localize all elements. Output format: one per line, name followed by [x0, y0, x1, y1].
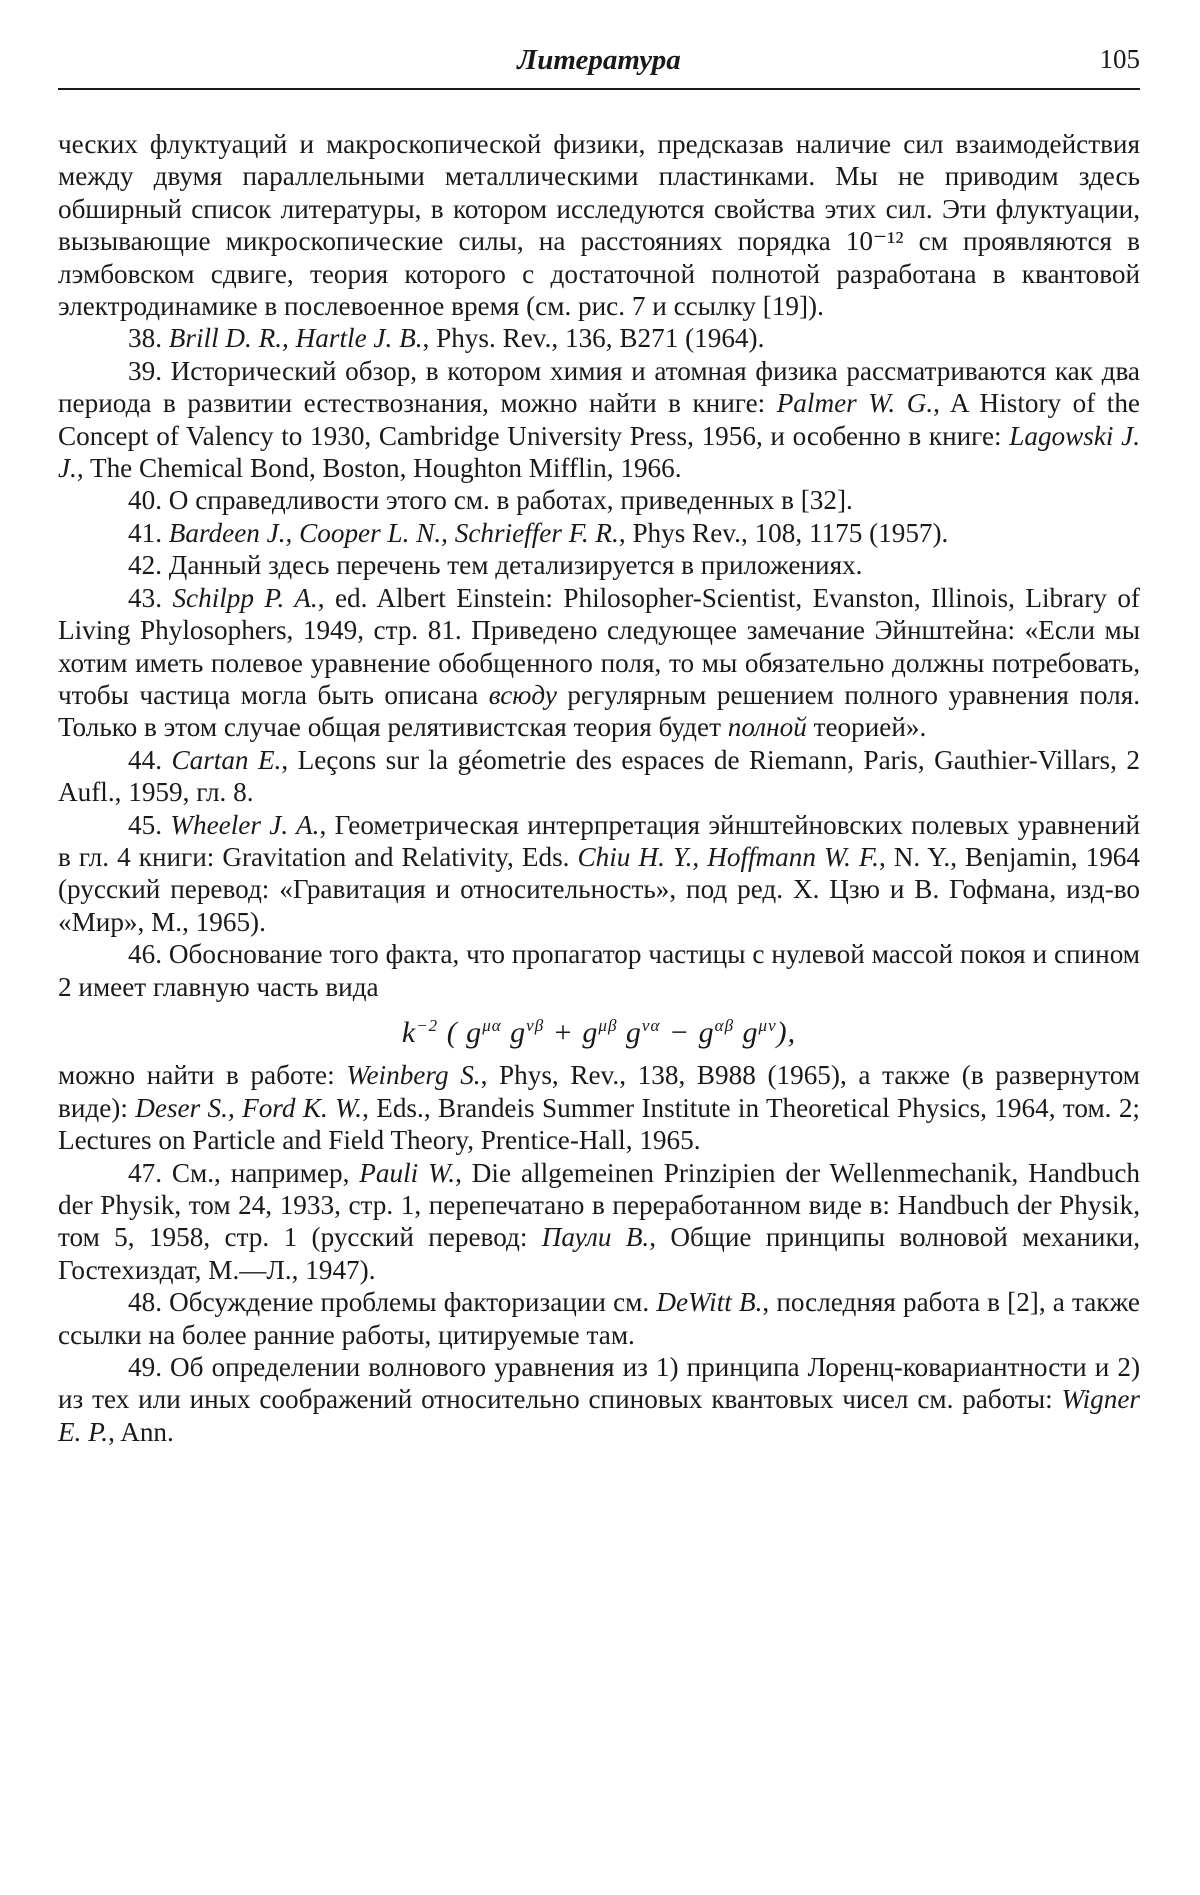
running-title: Литература	[517, 44, 681, 76]
emphasis: всюду	[488, 679, 557, 710]
reference-authors: Weinberg S.	[346, 1060, 481, 1091]
reference-number: 44.	[128, 744, 162, 775]
reference-40	[58, 484, 1140, 516]
reference-text: , Ann.	[108, 1416, 174, 1447]
reference-text: , Die allgemeinen Prinzipien der Wellenmechanik, Handbuch der Physik, том 24, 1933, стр. 1, перепечатано в переработанном виде в: Handbuch der Physik, том 5, 1958, стр. 1 (русский перевод:	[58, 1157, 1141, 1253]
references-text	[58, 128, 1140, 1448]
reference-text: , ed. Albert Einstein: Philosopher-Scientist, Evanston, Illinois, Library of Living Phylosophers, 1949, стр. 81. Приведено следующее замечание Эйнштейна: «Если мы хотим иметь полевое уравнение обобщенного поля, то мы обязательно должны потребовать, чтобы частица могла быть описана	[58, 582, 1140, 710]
reference-text: , Общие принципы волновой механики, Гостехиздат, М.—Л., 1947).	[58, 1222, 1141, 1285]
reference-44	[58, 744, 1140, 809]
reference-text: , A History of the Concept of Valency to 1930, Cambridge University Press, 1956, и особенно в книге:	[58, 388, 1140, 451]
reference-text: Обсуждение проблемы факторизации см.	[169, 1287, 657, 1318]
reference-text: , Геометрическая интерпретация эйнштейновских полевых уравнений в гл. 4 книги: Gravitation and Relativity, Eds.	[58, 809, 1140, 872]
emphasis: полной	[727, 712, 807, 743]
reference-number: 46.	[128, 939, 162, 970]
reference-number: 42.	[128, 550, 162, 581]
book-page	[58, 40, 1140, 1448]
reference-authors: Bardeen J., Cooper L. N., Schrieffer F. R.	[168, 517, 619, 548]
reference-number: 48.	[128, 1287, 162, 1318]
reference-authors: Lagowski J. J.	[58, 420, 1140, 484]
reference-number: 40.	[128, 485, 162, 516]
reference-45	[58, 809, 1140, 939]
reference-text: Об определении волнового уравнения из 1) принципа Лоренц-ковариантности и 2) из тех или иных соображений относительно спиновых квантовых чисел см. работы:	[58, 1352, 1141, 1415]
reference-text: Обоснование того факта, что пропагатор частицы с нулевой массой покоя и спином 2 имеет главную часть вида	[58, 939, 1140, 1002]
reference-48	[58, 1286, 1140, 1351]
reference-number: 43.	[128, 582, 162, 613]
reference-text: , Phys, Rev., 138, B988 (1965), а также (в развернутом виде):	[58, 1060, 1140, 1123]
reference-text: можно найти в работе:	[58, 1060, 347, 1091]
reference-46	[58, 938, 1140, 1003]
reference-49	[58, 1351, 1140, 1448]
reference-text: регулярным решением полного уравнения поля. Только в этом случае общая релятивистская теория будет	[58, 679, 1140, 743]
reference-text: См., например,	[171, 1157, 360, 1188]
propagator-formula: $k^{-2}$ ( $g^{\mu\alpha}$ $g^{\nu\beta} + g^{\mu\beta}$ $g^{\nu\alpha} - g^{\alpha\beta}$ $g^{\mu\nu}$),	[401, 1015, 797, 1049]
reference-text: , N. Y., Benjamin, 1964 (русский перевод: «Гравитация и относительность», под ред. Х. Цзю и В. Гофмана, изд-во «Мир», М., 1965).	[58, 841, 1140, 937]
reference-authors: Wigner E. P.	[58, 1384, 1140, 1447]
reference-number: 49.	[128, 1352, 162, 1383]
reference-text: Данный здесь перечень тем детализируется в приложениях.	[168, 550, 863, 581]
reference-42	[58, 549, 1140, 581]
reference-41	[58, 517, 1140, 549]
reference-source: , Phys Rev., 108, 1175 (1957).	[618, 517, 949, 548]
reference-authors: Cartan E.	[171, 744, 282, 775]
reference-authors: Palmer W. G.	[776, 388, 934, 419]
reference-source: , Leçons sur la géometrie des espaces de Riemann, Paris, Gauthier-Villars, 2 Aufl., 1959, гл. 8.	[58, 744, 1141, 808]
reference-47	[58, 1157, 1140, 1287]
reference-text: , Eds., Brandeis Summer Institute in Theoretical Physics, 1964, том. 2; Lectures on Particle and Field Theory, Prentice-Hall, 1965.	[58, 1092, 1140, 1156]
reference-number: 41.	[128, 517, 162, 548]
reference-number: 39.	[128, 355, 162, 386]
reference-authors: Паули В.	[541, 1222, 650, 1253]
reference-authors: Wheeler J. A.	[170, 809, 320, 840]
reference-39	[58, 355, 1140, 485]
reference-text: , The Chemical Bond, Boston, Houghton Mifflin, 1966.	[76, 453, 682, 484]
reference-authors: DeWitt B.	[656, 1287, 763, 1318]
reference-authors: Brill D. R., Hartle J. B.	[168, 323, 423, 354]
reference-authors: Deser S., Ford K. W.	[135, 1092, 363, 1123]
reference-number: 38.	[128, 323, 162, 354]
page-number: 105	[1099, 44, 1140, 74]
reference-number: 47.	[128, 1157, 162, 1188]
reference-38	[58, 322, 1140, 354]
reference-text: О справедливости этого см. в работах, приведенных в [32].	[168, 485, 853, 516]
reference-text: , последняя работа в [2], а также ссылки на более ранние работы, цитируемые там.	[58, 1287, 1141, 1350]
reference-43	[58, 582, 1140, 744]
reference-number: 45.	[128, 809, 162, 840]
reference-text: теорией».	[806, 712, 927, 743]
reference-text: Исторический обзор, в котором химия и атомная физика рассматриваются как два периода в развитии естествознания, можно найти в книге:	[58, 355, 1140, 419]
reference-authors: Pauli W.	[359, 1157, 456, 1188]
continued-paragraph: ческих флуктуаций и макроскопической физики, предсказав наличие сил взаимодействия между двумя параллельными металлическими пластинками. Мы не приводим здесь обширный список литературы, в котором исследуются свойства этих сил. Эти флуктуации, вызывающие микроскопические силы, на расстояниях порядка 10⁻¹² см проявляются в лэмбовском сдвиге, теория которого с достаточной полнотой разработана в квантовой электродинамике в послевоенное время (см. рис. 7 и ссылку [19]).	[58, 129, 1140, 322]
reference-editors: Chiu H. Y., Hoffmann W. F.	[577, 841, 879, 872]
reference-authors: Schilpp P. A.	[172, 582, 318, 613]
page-header	[58, 40, 1140, 90]
reference-46-continued	[58, 1059, 1140, 1156]
reference-source: , Phys. Rev., 136, B271 (1964).	[422, 323, 765, 354]
